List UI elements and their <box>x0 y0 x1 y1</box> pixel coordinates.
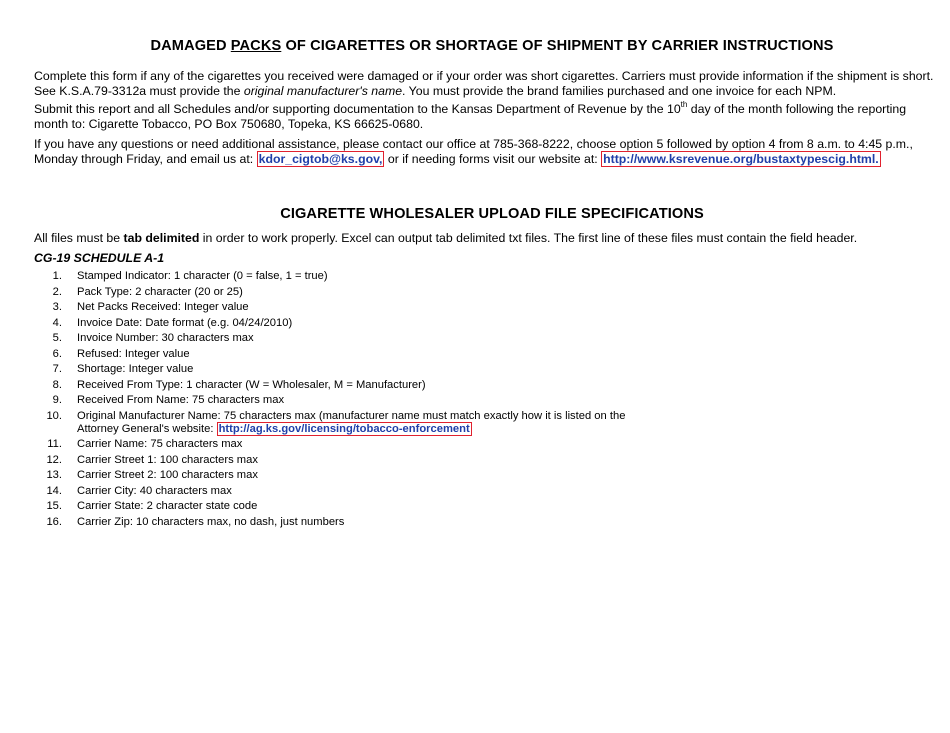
bold-term: tab delimited <box>123 231 200 245</box>
title-text: OF CIGARETTES OR SHORTAGE OF SHIPMENT BY CARRIER INSTRUCTIONS <box>281 38 834 54</box>
list-item: 13. Carrier Street 2: 100 characters max <box>46 469 258 481</box>
list-item: 7. Shortage: Integer value <box>52 363 194 375</box>
field-spec-list <box>34 270 914 531</box>
instructions-paragraph-3: If you have any questions or need additional assistance, please contact our office at 785-368-8222, choose option 5 followed by option 4 from 8 a.m. to 4:45 p.m., Monday through Friday, and email us at: kdor_cigtob@ks.gov, or if needing forms visit our website at: http://www.ksrevenue.org/bustaxtypescig.html. <box>34 137 913 166</box>
schedule-heading: CG-19 SCHEDULE A-1 <box>34 251 165 265</box>
list-item: 15. Carrier State: 2 character state code <box>46 500 258 512</box>
title-underlined-word: PACKS <box>230 38 282 54</box>
instructions-paragraph-2: Submit this report and all Schedules and/or supporting documentation to the Kansas Department of Revenue by the 10th day of the month following the reporting month to: Cigarette Tobacco, PO Box 750680, Topeka, KS 66625-0680. <box>34 100 907 131</box>
title-text: DAMAGED <box>150 38 231 54</box>
upload-spec-paragraph: All files must be tab delimited in order to work properly. Excel can output tab delimited txt files. The first line of these files must contain the field header. <box>34 231 858 245</box>
list-item: 14. Carrier City: 40 characters max <box>46 484 232 497</box>
list-item: 11. Carrier Name: 75 characters max <box>47 438 243 450</box>
list-item: 6. Refused: Integer value <box>52 347 190 360</box>
list-item: 5. Invoice Number: 30 characters max <box>52 332 254 344</box>
list-item: 8. Received From Type: 1 character (W = Wholesaler, M = Manufacturer) <box>52 378 426 391</box>
list-item: 2. Pack Type: 2 character (20 or 25) <box>52 285 243 298</box>
italic-term: original manufacturer's name <box>243 83 403 98</box>
list-item: 12. Carrier Street 1: 100 characters max <box>46 453 258 466</box>
list-item: 4. Invoice Date: Date format (e.g. 04/24/2010) <box>52 316 293 329</box>
list-item: 9. Received From Name: 75 characters max <box>52 394 285 406</box>
section2-title: CIGARETTE WHOLESALER UPLOAD FILE SPECIFICATIONS <box>280 206 704 222</box>
list-item: 16. Carrier Zip: 10 characters max, no dash, just numbers <box>46 515 345 528</box>
website-link[interactable]: http://www.ksrevenue.org/bustaxtypescig.html. <box>603 151 879 166</box>
instructions-paragraph-1: Complete this form if any of the cigarettes you received were damaged or if your order was short cigarettes. Carriers must provide information if the shipment is short. See K.S.A.79-3312a must provide the original manufacturer's name. You must provide the brand families purchased and one invoice for each NPM. <box>34 69 934 98</box>
list-item: 1. Stamped Indicator: 1 character (0 = false, 1 = true) <box>52 270 328 282</box>
email-link[interactable]: kdor_cigtob@ks.gov, <box>258 151 383 166</box>
list-item: 3. Net Packs Received: Integer value <box>52 301 249 313</box>
list-item: 10. Original Manufacturer Name: 75 characters max (manufacturer name must match exactly how it is listed on the Attorney General's website: http://ag.ks.gov/licensing/tobacco-enforcement <box>46 409 626 435</box>
attorney-general-link[interactable]: http://ag.ks.gov/licensing/tobacco-enforcement <box>218 422 470 435</box>
section1-title <box>34 38 950 54</box>
